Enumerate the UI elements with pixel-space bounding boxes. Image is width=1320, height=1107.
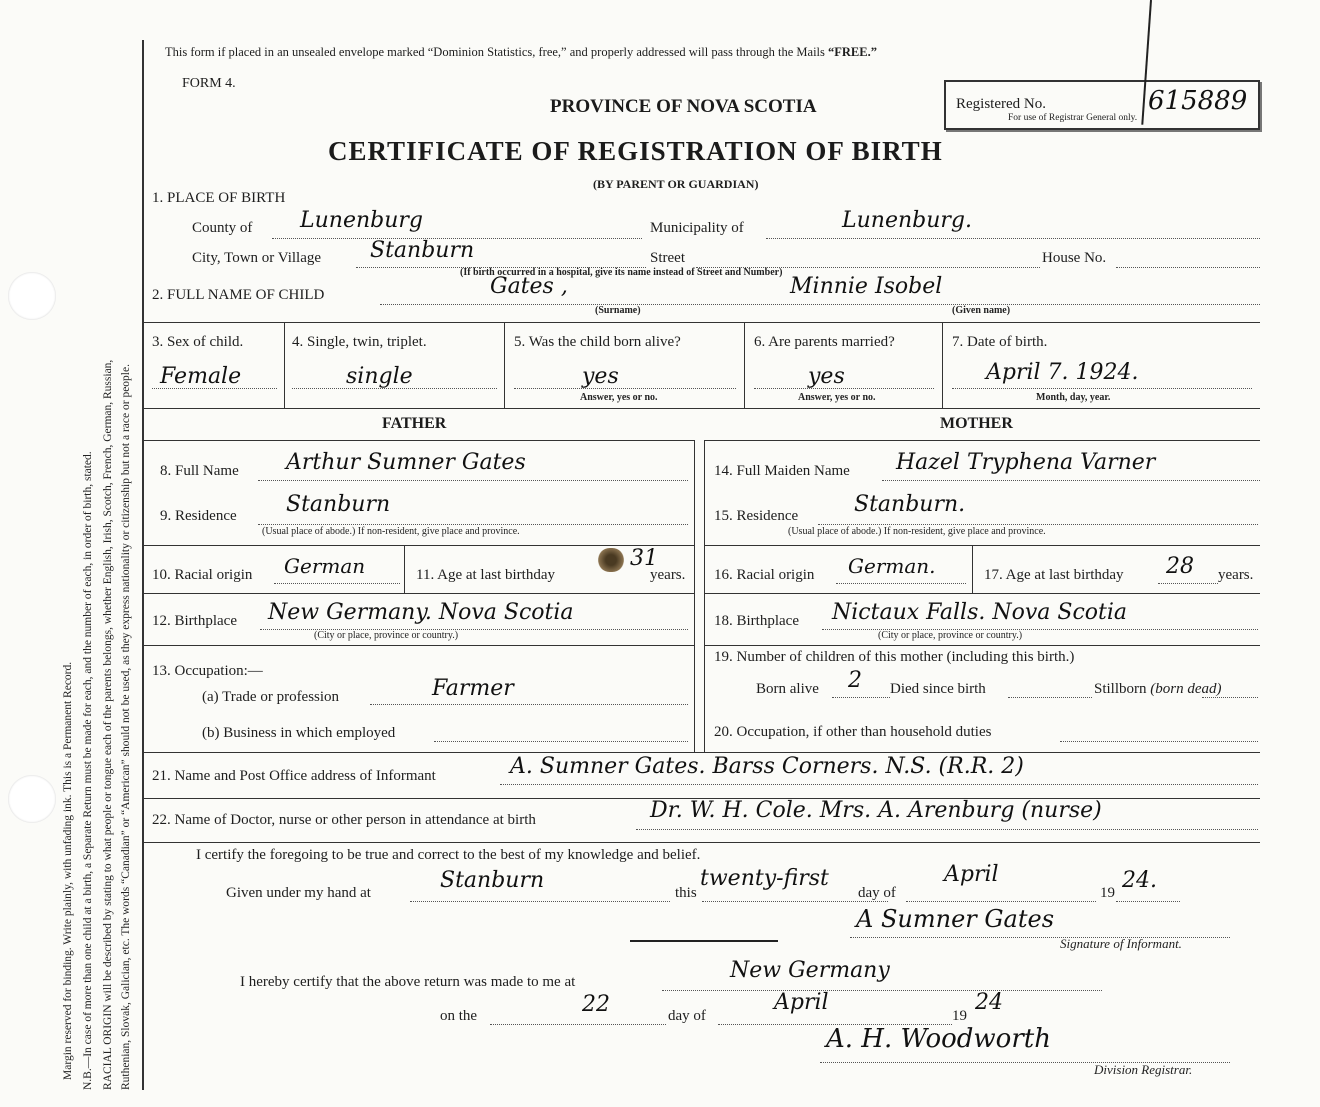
- county-value: Lunenburg: [300, 208, 423, 233]
- sidebar-line-1: Margin reserved for binding. Write plainly, with unfading ink. This is a Permanent Record.: [62, 661, 74, 1080]
- mother-birthplace-caption: (City or place, province or country.): [878, 630, 1023, 641]
- father-birthplace-label: 12. Birthplace: [152, 613, 237, 629]
- city-value: Stanburn: [370, 238, 475, 263]
- father-years: years.: [650, 567, 686, 583]
- born-alive-value: 2: [848, 668, 862, 693]
- hospital-note: (If birth occurred in a hospital, give its name instead of Street and Number): [460, 267, 783, 278]
- alive-label: 5. Was the child born alive?: [514, 334, 681, 350]
- father-age-label: 11. Age at last birthday: [416, 567, 555, 583]
- province-heading: PROVINCE OF NOVA SCOTIA: [550, 96, 817, 117]
- father-trade-label: (a) Trade or profession: [202, 689, 340, 705]
- mother-residence-label: 15. Residence: [714, 508, 799, 524]
- married-label: 6. Are parents married?: [754, 334, 895, 350]
- given-under-label: Given under my hand at: [226, 885, 371, 901]
- registrar-statement: I hereby certify that the above return was made to me at: [240, 974, 576, 990]
- year-value: 24.: [1122, 868, 1157, 893]
- sidebar-line-2: N.B.—In case of more than one child at a birth, a Separate Return must be made for each, and the number of each, in order of birth, stated.: [82, 451, 94, 1090]
- month-value: April: [944, 862, 999, 887]
- dob-label: 7. Date of birth.: [952, 334, 1048, 350]
- mail-notice: This form if placed in an unsealed envelope marked “Dominion Statistics, free,” and properly addressed will pass through the Mails “FREE.”: [165, 45, 877, 59]
- street-label: Street: [650, 250, 685, 266]
- father-birthplace-value: New Germany. Nova Scotia: [268, 600, 574, 625]
- stillborn-label: Stillborn (born dead): [1094, 681, 1222, 697]
- binding-hole-bottom: [8, 775, 56, 823]
- single-value: single: [346, 364, 413, 389]
- given-place-value: Stanburn: [440, 868, 545, 893]
- sidebar-line-3: RACIAL ORIGIN will be described by stating to what people or tongue each of the parents belongs, whether English, Irish, Scotch, French, German, Russian,: [102, 359, 114, 1090]
- alive-value: yes: [582, 364, 619, 389]
- mother-name-value: Hazel Tryphena Varner: [896, 450, 1156, 475]
- mother-residence-value: Stanburn.: [854, 492, 966, 517]
- registrar-general-note: For use of Registrar General only.: [1008, 113, 1138, 123]
- father-residence-value: Stanburn: [286, 492, 391, 517]
- doctor-value: Dr. W. H. Cole. Mrs. A. Arenburg (nurse): [650, 798, 1102, 823]
- day-of-label: day of: [858, 885, 896, 901]
- father-name-value: Arthur Sumner Gates: [286, 450, 526, 475]
- this-label: this: [675, 885, 697, 901]
- child-surname: Gates ,: [490, 274, 568, 299]
- binding-hole-top: [8, 272, 56, 320]
- father-age-value: 31: [630, 546, 658, 571]
- mother-age-label: 17. Age at last birthday: [984, 567, 1124, 583]
- father-trade-value: Farmer: [432, 676, 514, 701]
- father-residence-label: 9. Residence: [160, 508, 237, 524]
- father-abode-caption: (Usual place of abode.) If non-resident, give place and province.: [262, 526, 520, 537]
- alive-caption: Answer, yes or no.: [580, 392, 658, 403]
- mother-age-value: 28: [1166, 554, 1194, 579]
- city-label: City, Town or Village: [192, 250, 322, 266]
- mother-name-label: 14. Full Maiden Name: [714, 463, 850, 479]
- registrar-signature: A. H. Woodworth: [826, 1024, 1051, 1054]
- house-label: House No.: [1042, 250, 1107, 266]
- day-value: twenty-first: [700, 866, 829, 891]
- sex-value: Female: [160, 364, 242, 389]
- mother-birthplace-value: Nictaux Falls. Nova Scotia: [832, 600, 1128, 625]
- married-caption: Answer, yes or no.: [798, 392, 876, 403]
- mother-racial-value: German.: [848, 554, 936, 578]
- page-subtitle: (BY PARENT OR GUARDIAN): [593, 177, 759, 191]
- division-registrar-caption: Division Registrar.: [1094, 1062, 1193, 1077]
- married-value: yes: [808, 364, 845, 389]
- child-given-name: Minnie Isobel: [790, 274, 943, 299]
- informant-signature: A Sumner Gates: [856, 905, 1055, 933]
- informant-label: 21. Name and Post Office address of Informant: [152, 768, 436, 784]
- child-name-label: 2. FULL NAME OF CHILD: [152, 287, 325, 303]
- on-the-label: on the: [440, 1008, 478, 1024]
- registrar-month-value: April: [774, 990, 829, 1015]
- mother-racial-label: 16. Racial origin: [714, 567, 815, 583]
- municipality-value: Lunenburg.: [842, 208, 972, 233]
- page-title: CERTIFICATE OF REGISTRATION OF BIRTH: [328, 136, 943, 166]
- dob-value: April 7. 1924.: [986, 360, 1139, 385]
- father-business-label: (b) Business in which employed: [202, 725, 396, 741]
- father-heading: FATHER: [382, 415, 447, 432]
- registrar-day-of-label: day of: [668, 1008, 706, 1024]
- registrar-year-prefix: 19: [952, 1008, 967, 1024]
- registrar-place-value: New Germany: [730, 958, 890, 983]
- form-number: FORM 4.: [182, 76, 236, 91]
- mother-children-label: 19. Number of children of this mother (including this birth.): [714, 649, 1075, 665]
- dob-caption: Month, day, year.: [1036, 392, 1111, 403]
- surname-caption: (Surname): [595, 305, 641, 316]
- died-since-birth-label: Died since birth: [890, 681, 986, 697]
- certify-statement: I certify the foregoing to be true and correct to the best of my knowledge and belief.: [196, 847, 701, 863]
- doctor-label: 22. Name of Doctor, nurse or other person in attendance at birth: [152, 812, 536, 828]
- father-name-label: 8. Full Name: [160, 463, 239, 479]
- registered-number: 615889: [1148, 86, 1248, 116]
- sidebar-line-4: Ruthenian, Slovak, Galician, etc. The words “Canadian” or “American” should not be used, as they express nationality or citizenship but not a race or people.: [120, 364, 132, 1090]
- sex-label: 3. Sex of child.: [152, 334, 244, 350]
- mother-years: years.: [1218, 567, 1254, 583]
- county-label: County of: [192, 220, 253, 236]
- mother-abode-caption: (Usual place of abode.) If non-resident, give place and province.: [788, 526, 1046, 537]
- father-racial-label: 10. Racial origin: [152, 567, 253, 583]
- given-caption: (Given name): [952, 305, 1011, 316]
- father-racial-value: German: [284, 554, 366, 578]
- informant-signature-caption: Signature of Informant.: [1060, 936, 1182, 951]
- born-alive-label: Born alive: [756, 681, 819, 697]
- registrar-day-value: 22: [582, 992, 610, 1017]
- father-birthplace-caption: (City or place, province or country.): [314, 630, 459, 641]
- municipality-label: Municipality of: [650, 220, 744, 236]
- mother-birthplace-label: 18. Birthplace: [714, 613, 799, 629]
- mother-occupation-label: 20. Occupation, if other than household duties: [714, 724, 992, 740]
- mother-heading: MOTHER: [940, 415, 1013, 432]
- registered-label: Registered No.: [956, 96, 1046, 112]
- father-occupation-label: 13. Occupation:—: [152, 663, 263, 679]
- ink-blot: [598, 548, 624, 572]
- form-left-border: [142, 40, 144, 1090]
- place-of-birth-label: 1. PLACE OF BIRTH: [152, 190, 286, 206]
- single-label: 4. Single, twin, triplet.: [292, 334, 427, 350]
- informant-value: A. Sumner Gates. Barss Corners. N.S. (R.R. 2): [510, 754, 1024, 779]
- year-prefix: 19: [1100, 885, 1115, 901]
- registrar-year-value: 24: [975, 990, 1003, 1015]
